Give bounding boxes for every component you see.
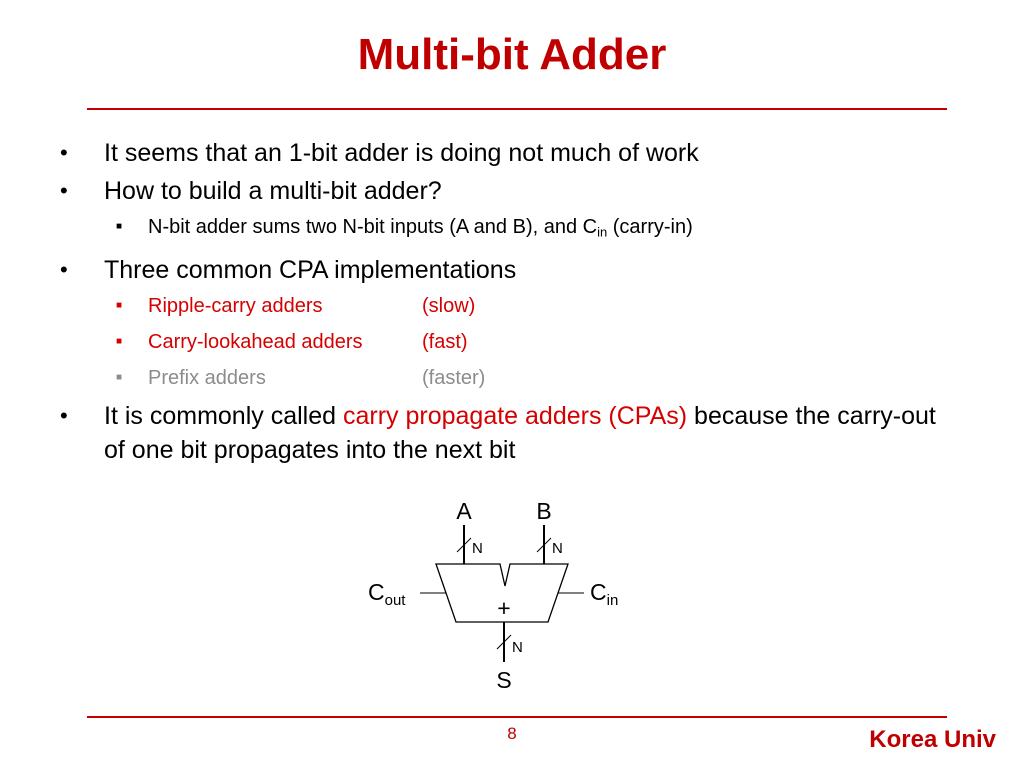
input-a-label: A (456, 498, 472, 524)
input-a-width: N (472, 540, 483, 557)
bullet-item (60, 174, 960, 208)
bullet-dot-icon: • (60, 403, 68, 429)
adder-diagram (360, 492, 650, 692)
square-bullet-icon: ■ (116, 300, 123, 312)
bullet-text: It is commonly called (104, 402, 343, 431)
carry-out-sub: out (384, 592, 406, 609)
impl-speed: (slow) (422, 295, 476, 318)
sub-bullet-item (60, 327, 960, 357)
bullet-dot-icon: • (60, 140, 68, 165)
bullet-list (60, 136, 960, 471)
bullet-item (60, 253, 960, 287)
bullet-dot-icon: • (60, 178, 68, 203)
sub-bullet-item (60, 291, 960, 321)
impl-speed: (faster) (422, 367, 486, 390)
impl-name: Prefix adders (148, 367, 266, 390)
bullet-item (60, 399, 960, 467)
sub-bullet-item (60, 363, 960, 393)
sub-bullet-tail: (carry-in) (607, 216, 693, 238)
input-b-width: N (552, 540, 563, 557)
page-number: 8 (507, 724, 517, 743)
bullet-text: Three common CPA implementations (104, 256, 517, 285)
impl-speed: (fast) (422, 331, 468, 354)
sub-bullet-item (60, 212, 960, 247)
input-b-label: B (536, 498, 552, 524)
footer-org: Korea Univ (869, 726, 996, 753)
square-bullet-icon: ■ (116, 372, 123, 384)
square-bullet-icon: ■ (116, 221, 123, 232)
adder-op: + (497, 595, 511, 621)
bullet-text: It seems that an 1-bit adder is doing not much of work (104, 139, 699, 167)
carry-in-label (590, 579, 618, 609)
sub-bullet-text: N-bit adder sums two N-bit inputs (A and B), and C (148, 216, 598, 238)
subscript: in (597, 224, 608, 240)
slide-title: Multi-bit Adder (357, 30, 667, 79)
carry-in-sub: in (606, 592, 619, 609)
bullet-highlight: carry propagate adders (CPAs) (342, 402, 688, 431)
impl-name: Carry-lookahead adders (148, 331, 363, 354)
impl-name: Ripple-carry adders (148, 295, 323, 318)
title-divider (87, 108, 947, 110)
carry-out-label (368, 579, 406, 609)
carry-out-c: C (368, 579, 385, 605)
bullet-text-tail: because the carry-out of one bit propagates into the next bit (104, 402, 936, 465)
footer-divider (87, 716, 947, 718)
bullet-item (60, 136, 960, 170)
carry-in-c: C (590, 579, 607, 605)
square-bullet-icon: ■ (116, 336, 123, 348)
sum-label: S (496, 667, 512, 692)
bullet-text: How to build a multi-bit adder? (104, 177, 442, 205)
bullet-dot-icon: • (60, 257, 68, 283)
sum-width: N (512, 639, 523, 656)
